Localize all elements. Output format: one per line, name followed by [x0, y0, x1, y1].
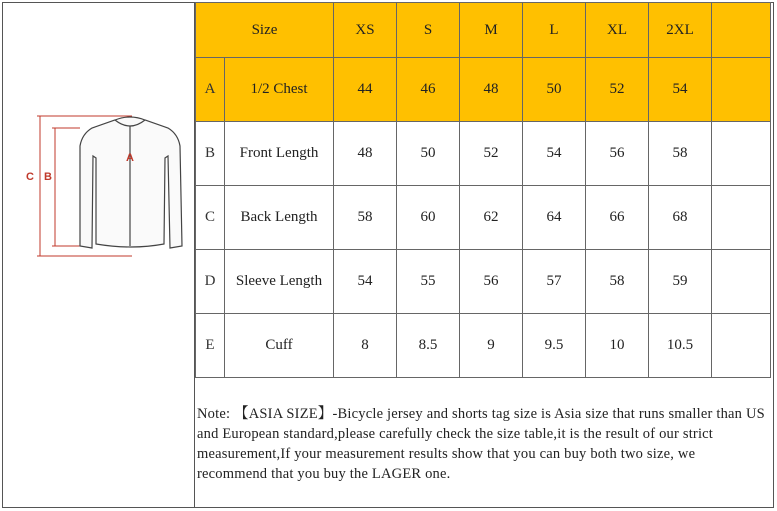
value-cell: 10	[586, 314, 649, 378]
table-row	[196, 122, 771, 186]
value-cell: 59	[649, 250, 712, 314]
empty-cell	[712, 58, 771, 122]
table-row	[196, 58, 771, 122]
size-xl-header: XL	[586, 3, 649, 58]
size-2xl-header: 2XL	[649, 3, 712, 58]
row-name: Back Length	[225, 186, 334, 250]
label-a: A	[126, 152, 134, 164]
value-cell: 10.5	[649, 314, 712, 378]
value-cell: 58	[586, 250, 649, 314]
size-table	[195, 2, 771, 378]
row-letter: E	[196, 314, 225, 378]
value-cell: 60	[397, 186, 460, 250]
value-cell: 52	[586, 58, 649, 122]
size-note: Note: 【ASIA SIZE】-Bicycle jersey and shorts tag size is Asia size that runs smaller than US and European standard,please carefully check the size table,it is the result of our strict measurement,If your measurement results show that you can buy both two size, we recommend that you buy the LAGER one.	[197, 406, 765, 482]
value-cell: 46	[397, 58, 460, 122]
value-cell: 58	[649, 122, 712, 186]
value-cell: 56	[586, 122, 649, 186]
empty-cell	[712, 186, 771, 250]
value-cell: 50	[523, 58, 586, 122]
table-row	[196, 186, 771, 250]
value-cell: 68	[649, 186, 712, 250]
diagram-panel	[2, 2, 195, 508]
value-cell: 58	[334, 186, 397, 250]
row-name: 1/2 Chest	[225, 58, 334, 122]
row-letter: C	[196, 186, 225, 250]
row-name: Front Length	[225, 122, 334, 186]
size-s-header: S	[397, 3, 460, 58]
value-cell: 9	[460, 314, 523, 378]
value-cell: 54	[523, 122, 586, 186]
row-letter: B	[196, 122, 225, 186]
value-cell: 62	[460, 186, 523, 250]
row-name: Cuff	[225, 314, 334, 378]
jersey-diagram	[20, 106, 195, 266]
label-c: C	[26, 171, 34, 183]
row-letter: A	[196, 58, 225, 122]
value-cell: 54	[649, 58, 712, 122]
empty-cell	[712, 314, 771, 378]
value-cell: 52	[460, 122, 523, 186]
table-row	[196, 314, 771, 378]
value-cell: 48	[334, 122, 397, 186]
empty-cell	[712, 3, 771, 58]
table-row	[196, 250, 771, 314]
value-cell: 44	[334, 58, 397, 122]
value-cell: 50	[397, 122, 460, 186]
value-cell: 56	[460, 250, 523, 314]
size-l-header: L	[523, 3, 586, 58]
row-name: Sleeve Length	[225, 250, 334, 314]
value-cell: 64	[523, 186, 586, 250]
value-cell: 8.5	[397, 314, 460, 378]
table-header-row	[196, 3, 771, 58]
empty-cell	[712, 250, 771, 314]
label-b: B	[44, 171, 52, 183]
size-m-header: M	[460, 3, 523, 58]
value-cell: 66	[586, 186, 649, 250]
value-cell: 9.5	[523, 314, 586, 378]
value-cell: 48	[460, 58, 523, 122]
value-cell: 54	[334, 250, 397, 314]
row-letter: D	[196, 250, 225, 314]
value-cell: 57	[523, 250, 586, 314]
jersey-outline	[80, 117, 182, 248]
value-cell: 8	[334, 314, 397, 378]
empty-cell	[712, 122, 771, 186]
size-header-cell: Size	[196, 3, 334, 58]
size-xs-header: XS	[334, 3, 397, 58]
value-cell: 55	[397, 250, 460, 314]
